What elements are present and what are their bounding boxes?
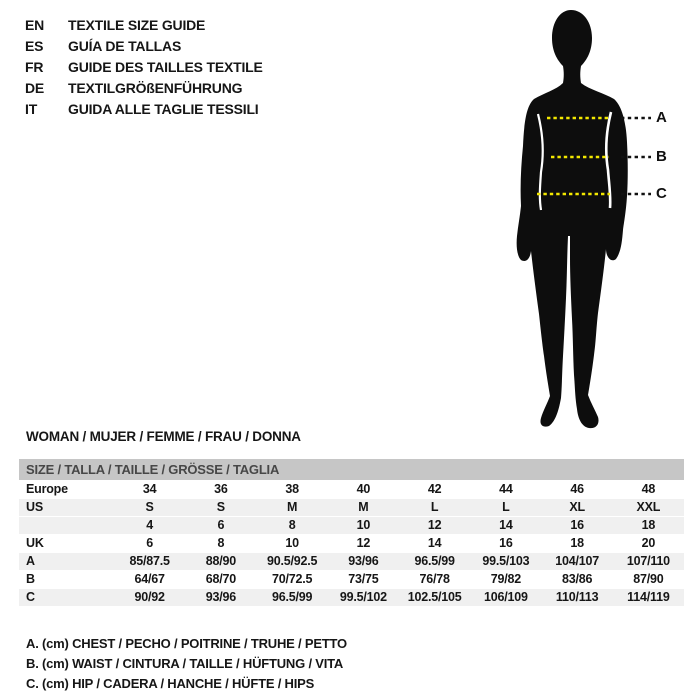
size-value: 18 — [570, 536, 584, 550]
size-value: 87/90 — [633, 572, 664, 586]
size-value: 106/109 — [483, 590, 528, 604]
size-value: 114/119 — [627, 590, 670, 604]
section-heading-woman: WOMAN / MUJER / FEMME / FRAU / DONNA — [26, 429, 301, 444]
size-value: 44 — [499, 482, 513, 496]
size-value: 8 — [288, 518, 296, 532]
size-value: 102.5/105 — [407, 590, 462, 604]
language-title: GUIDE DES TAILLES TEXTILE — [68, 59, 263, 75]
size-value: 99.5/103 — [482, 554, 530, 568]
size-value: 99.5/102 — [339, 590, 387, 604]
language-code: EN — [25, 17, 45, 33]
size-value: 14 — [499, 518, 513, 532]
size-value: 12 — [356, 536, 371, 550]
row-label: C — [26, 590, 35, 604]
size-table-body — [19, 480, 684, 606]
size-value: 107/110 — [626, 554, 670, 568]
size-table — [19, 459, 684, 606]
measure-label-hip: C — [656, 185, 667, 202]
size-value: L — [430, 500, 439, 514]
row-label: Europe — [26, 482, 68, 496]
legend-item: B. (cm) WAIST / CINTURA / TAILLE / HÜFTUNG / VITA — [26, 656, 344, 671]
size-value: 64/67 — [134, 572, 165, 586]
language-code: DE — [25, 80, 45, 96]
legend-item: C. (cm) HIP / CADERA / HANCHE / HÜFTE / HIPS — [26, 676, 315, 691]
size-value: 76/78 — [419, 572, 450, 586]
language-title: TEXTILE SIZE GUIDE — [68, 17, 206, 33]
woman-silhouette-path — [517, 10, 628, 428]
size-value: 93/96 — [205, 590, 237, 604]
language-code: FR — [25, 59, 44, 75]
size-value: S — [216, 500, 225, 514]
table-row — [19, 480, 684, 498]
size-value: 46 — [570, 482, 584, 496]
table-row — [19, 516, 684, 534]
size-value: 68/70 — [205, 572, 237, 586]
table-row — [19, 552, 684, 570]
size-value: M — [358, 500, 369, 514]
size-value: 110/113 — [555, 590, 599, 604]
size-value: 10 — [356, 518, 371, 532]
size-value: 36 — [214, 482, 228, 496]
size-value: 83/86 — [561, 572, 593, 586]
size-value: 93/96 — [348, 554, 379, 568]
size-value: 16 — [499, 536, 513, 550]
size-value: 96.5/99 — [271, 590, 313, 604]
size-value: 10 — [285, 536, 299, 550]
size-table-header: SIZE / TALLA / TAILLE / GRÖSSE / TAGLIA — [19, 459, 684, 480]
size-value: 96.5/99 — [414, 554, 455, 568]
row-label: UK — [26, 536, 44, 550]
measure-label-waist: B — [656, 148, 667, 165]
measurement-legend — [26, 634, 347, 694]
row-label — [19, 516, 114, 534]
size-value: 38 — [285, 482, 299, 496]
row-label: US — [26, 500, 43, 514]
language-title: GUÍA DE TALLAS — [68, 38, 182, 54]
size-value: 85/87.5 — [129, 554, 170, 568]
table-row — [19, 588, 684, 606]
size-value: 16 — [570, 518, 584, 532]
language-title: GUIDA ALLE TAGLIE TESSILI — [68, 101, 259, 117]
size-value: 6 — [217, 518, 225, 532]
language-code: ES — [25, 38, 44, 54]
size-value: 73/75 — [348, 572, 379, 586]
legend-item: A. (cm) CHEST / PECHO / POITRINE / TRUHE / PETTO — [26, 636, 347, 651]
size-value: 20 — [641, 536, 656, 550]
size-value: 88/90 — [205, 554, 237, 568]
size-value: 34 — [142, 482, 157, 496]
size-value: 90/92 — [134, 590, 165, 604]
table-row — [19, 534, 684, 552]
measure-label-chest: A — [656, 109, 667, 126]
size-value: 104/107 — [555, 554, 600, 568]
table-row — [19, 498, 684, 516]
size-value: 4 — [146, 518, 153, 532]
size-value: 48 — [641, 482, 656, 496]
size-value: 12 — [427, 518, 442, 532]
size-value: 14 — [427, 536, 442, 550]
row-label: A — [26, 554, 35, 568]
size-value: 8 — [217, 536, 225, 550]
size-value: 18 — [641, 518, 656, 532]
table-row — [19, 570, 684, 588]
size-value: 79/82 — [490, 572, 522, 586]
language-code: IT — [25, 101, 38, 117]
language-title: TEXTILGRÖßENFÜHRUNG — [68, 80, 243, 96]
size-value: 90.5/92.5 — [266, 554, 318, 568]
row-label: B — [26, 572, 35, 586]
size-value: L — [502, 500, 510, 514]
size-value: M — [287, 500, 298, 514]
size-value: S — [145, 500, 154, 514]
size-value: XXL — [636, 500, 661, 514]
size-value: 42 — [427, 482, 442, 496]
size-value: 6 — [146, 536, 153, 550]
size-value: 70/72.5 — [271, 572, 313, 586]
size-value: XL — [569, 500, 585, 514]
size-value: 40 — [356, 482, 371, 496]
